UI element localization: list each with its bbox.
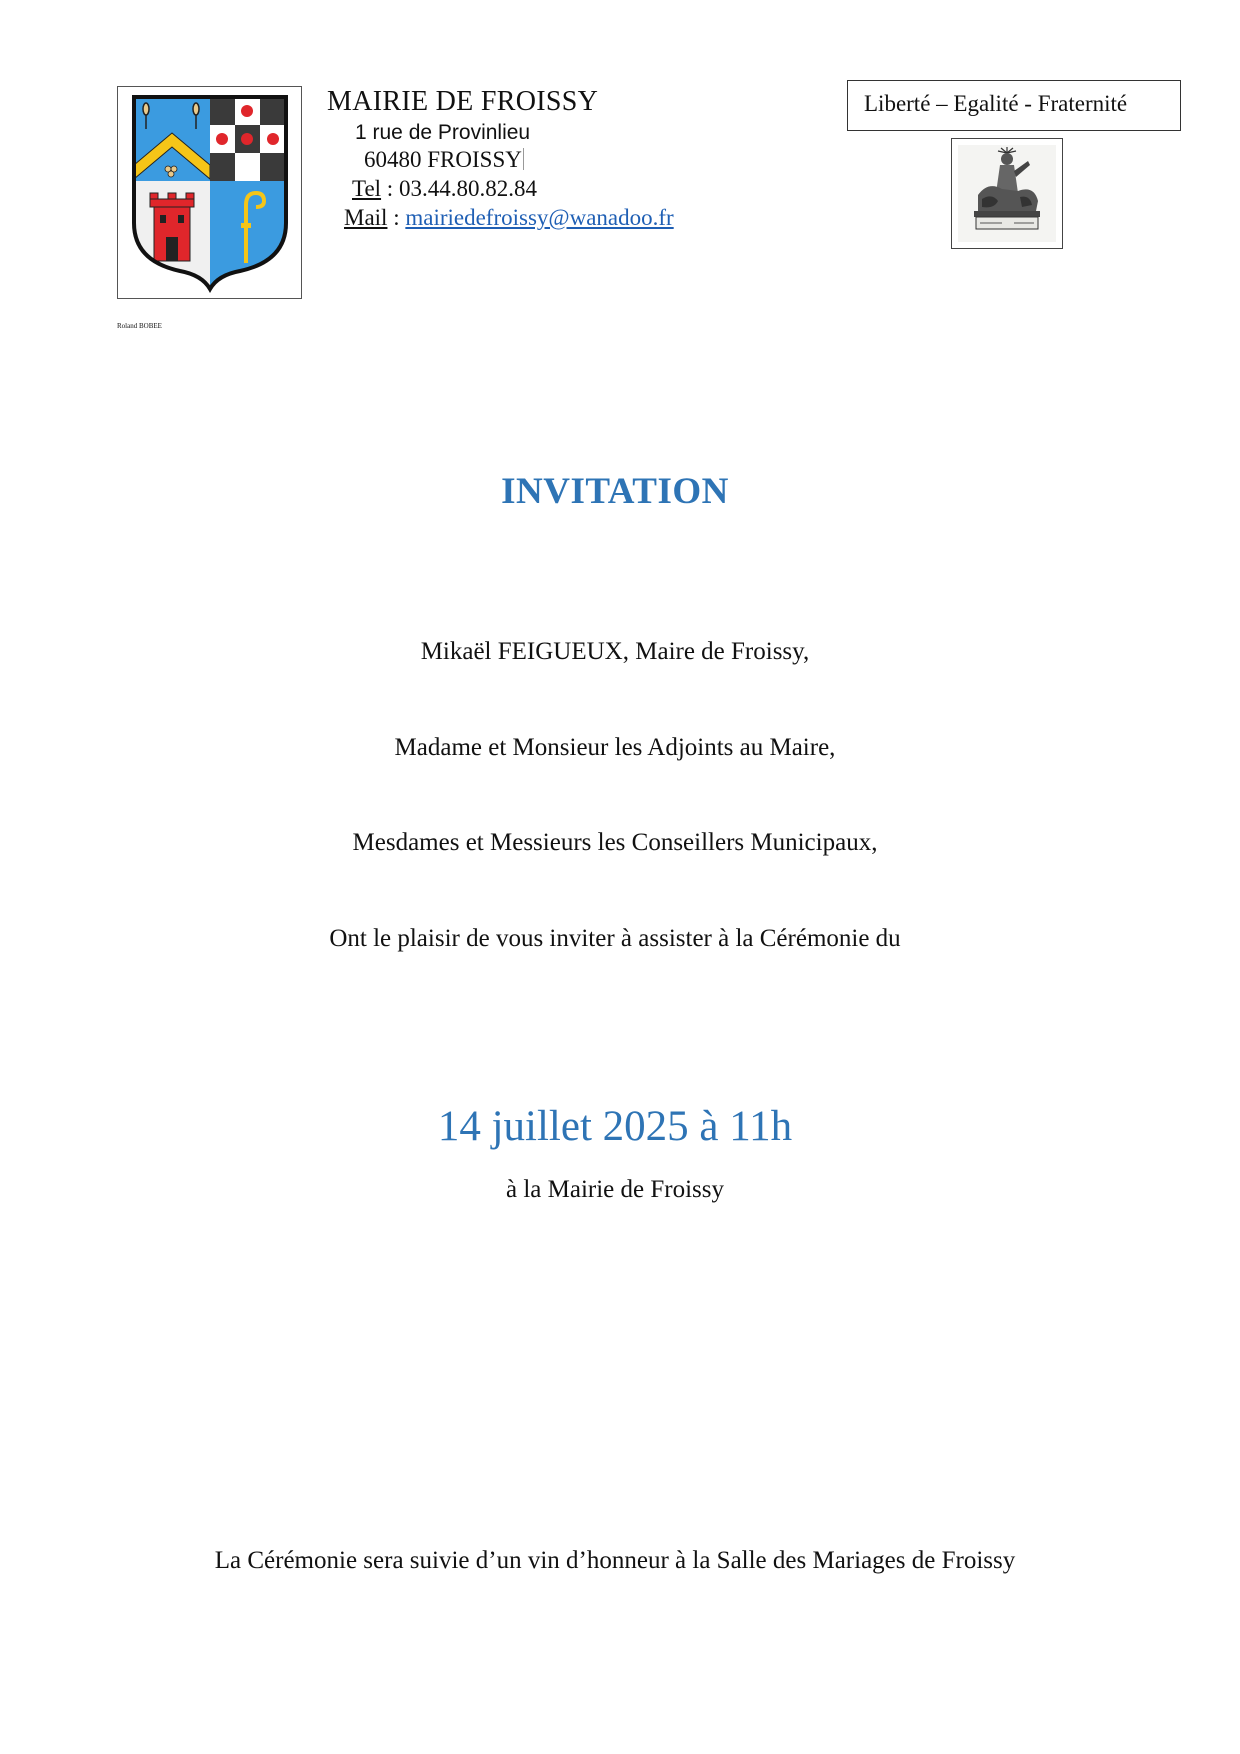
froissy-coat-of-arms-icon <box>130 93 290 293</box>
tel-label: Tel <box>352 176 382 201</box>
mail-separator: : <box>387 205 406 230</box>
motto-box <box>847 80 1181 131</box>
republic-motto: Liberté – Egalité - Fraternité <box>864 91 1128 116</box>
invitation-title: INVITATION <box>501 471 729 512</box>
ceremony-date: 14 juillet 2025 à 11h <box>437 1103 793 1150</box>
mail-label: Mail <box>344 205 388 230</box>
mayor-line: Mikaël FEIGUEUX, Maire de Froissy, <box>420 638 810 665</box>
invitation-line: Ont le plaisir de vous inviter à assister à la Cérémonie du <box>329 925 901 952</box>
email-link[interactable]: mairiedefroissy@wanadoo.fr <box>405 205 674 230</box>
marianne-frame <box>951 138 1063 249</box>
photographer-credit: Roland BOBEE <box>117 322 162 330</box>
marianne-emblem-icon <box>958 145 1056 242</box>
reception-note: La Cérémonie sera suivie d’un vin d’honneur à la Salle des Mariages de Froissy <box>214 1547 1016 1574</box>
tel-value: 03.44.80.82.84 <box>398 176 537 201</box>
address-street: 1 rue de Provinlieu <box>355 121 531 144</box>
councillors-line: Mesdames et Messieurs les Conseillers Municipaux, <box>352 829 878 856</box>
ceremony-place: à la Mairie de Froissy <box>505 1176 724 1203</box>
address-city <box>364 147 524 173</box>
text-cursor <box>523 148 524 170</box>
telephone-line <box>352 176 537 202</box>
address-city-text: 60480 FROISSY <box>364 147 522 172</box>
mail-line <box>344 205 674 231</box>
coat-of-arms-frame <box>117 86 302 299</box>
mairie-name: MAIRIE DE FROISSY <box>327 86 599 117</box>
tel-separator: : <box>381 176 399 201</box>
deputies-line: Madame et Monsieur les Adjoints au Maire, <box>394 734 836 761</box>
